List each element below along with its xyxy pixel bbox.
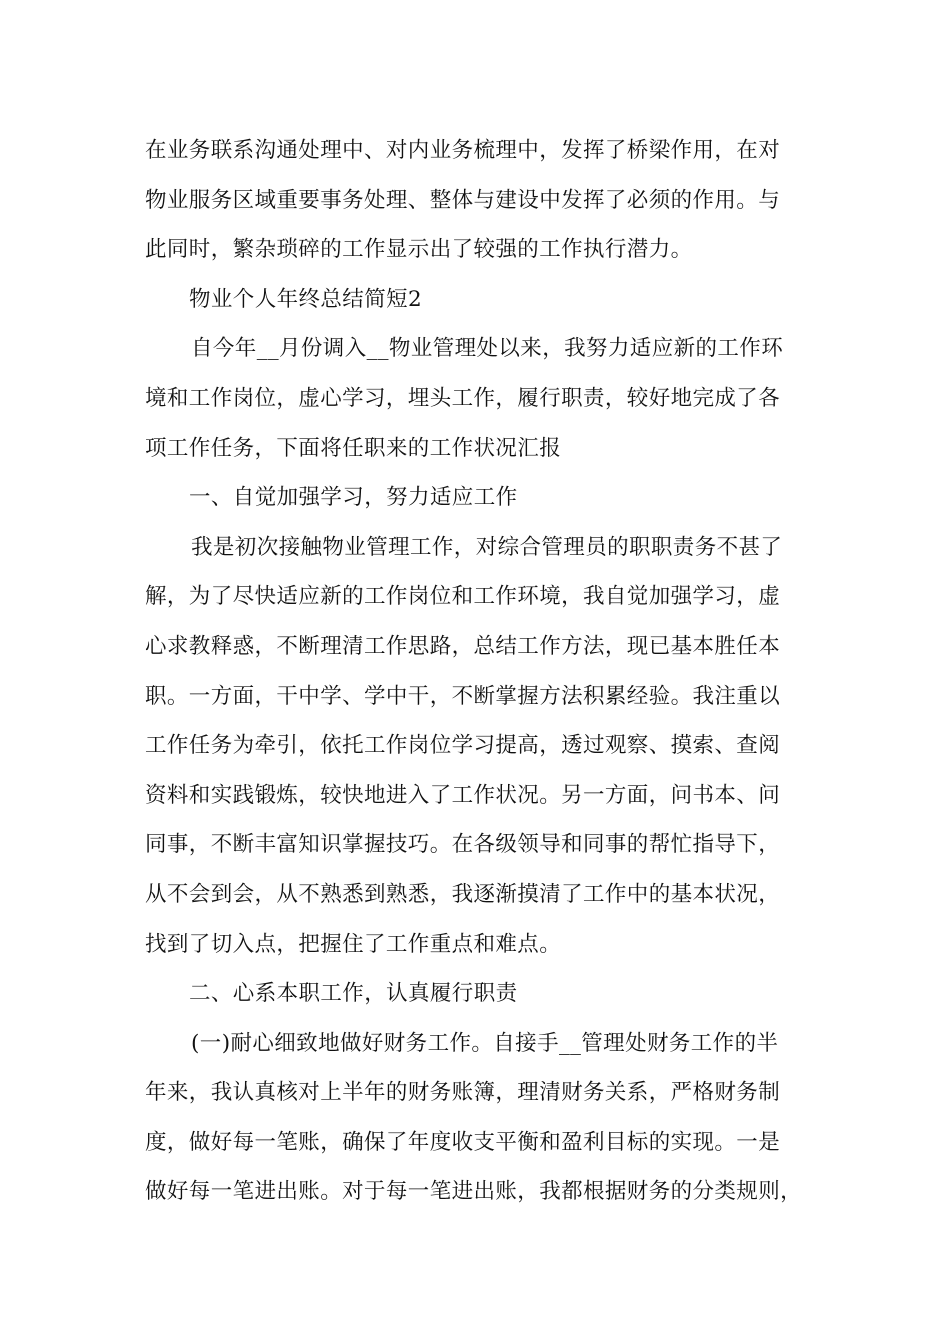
text-line: 此同时，繁杂琐碎的工作显示出了较强的工作执行潜力。 (145, 237, 693, 263)
text-line: 我是初次接触物业管理工作，对综合管理员的职职责务不甚了 (191, 534, 783, 560)
text-line: 度，做好每一笔账，确保了年度收支平衡和盈利目标的实现。一是 (145, 1129, 781, 1155)
text-line: 物业服务区域重要事务处理、整体与建设中发挥了必须的作用。与 (145, 187, 781, 213)
text-line: 同事，不断丰富知识掌握技巧。在各级领导和同事的帮忙指导下， (145, 832, 781, 858)
text-line: 心求教释惑，不断理清工作思路，总结工作方法，现已基本胜任本 (145, 633, 781, 659)
text-line: 工作任务为牵引，依托工作岗位学习提高，透过观察、摸索、查阅 (145, 733, 781, 759)
text-line: 自今年__月份调入__物业管理处以来，我努力适应新的工作环 (191, 336, 784, 362)
text-line: 在业务联系沟通处理中、对内业务梳理中，发挥了桥梁作用，在对 (145, 138, 781, 163)
section-heading: 一、自觉加强学习，努力适应工作 (189, 485, 518, 511)
text-line: 找到了切入点，把握住了工作重点和难点。 (145, 931, 562, 957)
text-line: (一)耐心细致地做好财务工作。自接手__管理处财务工作的半 (191, 1030, 779, 1056)
document-body (145, 126, 825, 1217)
text-line: 职。一方面，干中学、学中干，不断掌握方法积累经验。我注重以 (145, 683, 781, 709)
text-line: 资料和实践锻炼，较快地进入了工作状况。另一方面，问书本、问 (145, 782, 781, 808)
text-line: 做好每一笔进出账。对于每一笔进出账，我都根据财务的分类规则， (145, 1179, 803, 1205)
text-line: 解，为了尽快适应新的工作岗位和工作环境，我自觉加强学习，虚 (145, 584, 781, 610)
text-line: 从不会到会，从不熟悉到熟悉，我逐渐摸清了工作中的基本状况， (145, 881, 781, 907)
text-line: 项工作任务，下面将任职来的工作状况汇报 (145, 435, 562, 461)
text-line: 年来，我认真核对上半年的财务账簿，理清财务关系，严格财务制 (145, 1080, 781, 1106)
section-title: 物业个人年终总结简短2 (189, 286, 423, 312)
text-line: 境和工作岗位，虚心学习，埋头工作，履行职责，较好地完成了各 (145, 385, 781, 411)
section-heading: 二、心系本职工作，认真履行职责 (189, 981, 518, 1007)
